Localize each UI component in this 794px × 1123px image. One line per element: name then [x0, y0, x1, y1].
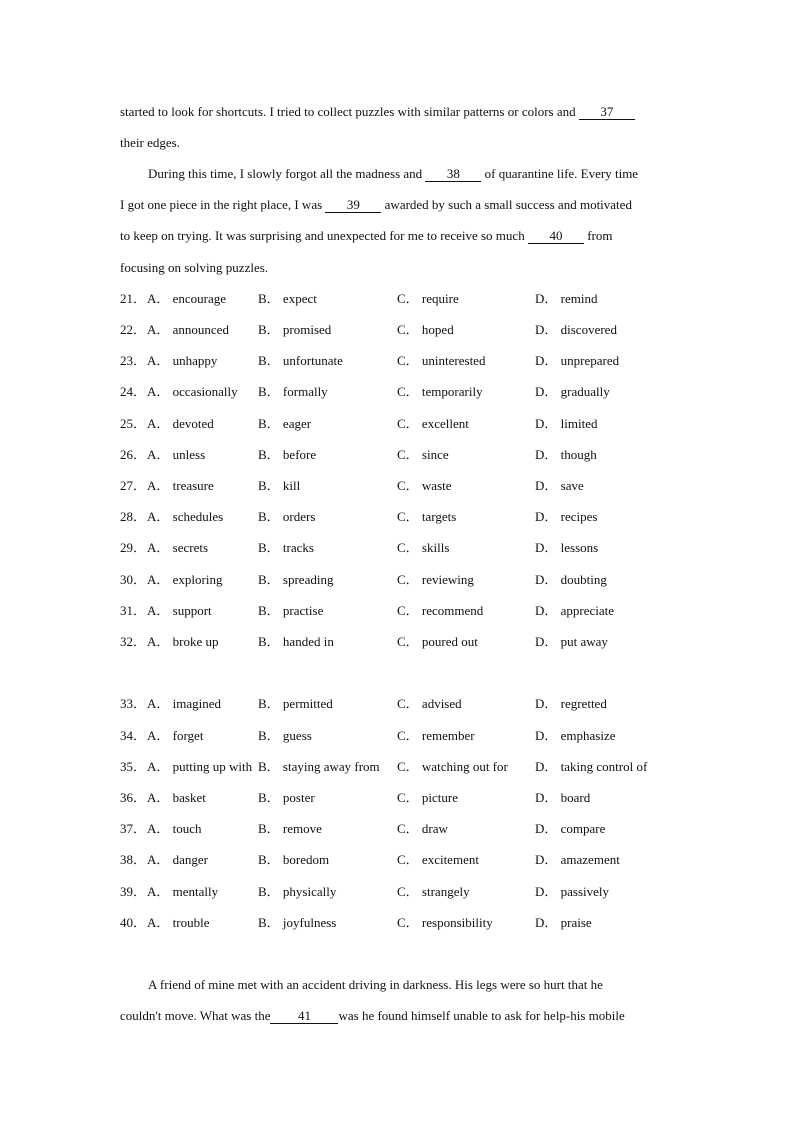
option-a: A． imagined: [147, 696, 222, 711]
question-number: 25．: [120, 416, 147, 431]
option-b: B． guess: [258, 728, 312, 743]
question-row: [120, 603, 680, 619]
question-row: [120, 572, 680, 588]
question-number: 35．: [120, 759, 147, 774]
option-a: A． touch: [147, 821, 202, 836]
option-a: A． occasionally: [147, 384, 238, 399]
question-number: 36．: [120, 790, 147, 805]
option-d: D． taking control of: [535, 759, 648, 774]
option-c: C． targets: [397, 509, 457, 524]
option-a: A． basket: [147, 790, 206, 805]
option-d: D． gradually: [535, 384, 610, 399]
option-b: B． spreading: [258, 572, 334, 587]
option-b: B． before: [258, 447, 317, 462]
question-row: [120, 821, 680, 837]
question-number: 28．: [120, 509, 147, 524]
passage-line: couldn't move. What was the 41 was he found himself unable to ask for help-his mobile: [120, 1008, 625, 1023]
question-number: 31．: [120, 603, 147, 618]
option-d: D． amazement: [535, 852, 620, 867]
option-b: B． formally: [258, 384, 328, 399]
question-row: [120, 447, 680, 463]
question-row: [120, 884, 680, 900]
option-d: D． though: [535, 447, 597, 462]
option-c: C． advised: [397, 696, 462, 711]
option-a: A． devoted: [147, 416, 214, 431]
option-a: A． unhappy: [147, 353, 218, 368]
question-row: [120, 696, 680, 712]
option-d: D． discovered: [535, 322, 617, 337]
option-b: B． eager: [258, 416, 312, 431]
option-a: A． danger: [147, 852, 209, 867]
option-d: D． put away: [535, 634, 608, 649]
question-row: [120, 634, 680, 650]
option-b: B． staying away from: [258, 759, 380, 774]
option-a: A． support: [147, 603, 212, 618]
question-number: 32．: [120, 634, 147, 649]
blank-37: 37: [579, 105, 635, 120]
option-a: A． unless: [147, 447, 206, 462]
passage-line: their edges.: [120, 135, 180, 150]
blank-40: 40: [528, 229, 584, 244]
option-d: D． recipes: [535, 509, 598, 524]
question-number: 33．: [120, 696, 147, 711]
option-c: C． skills: [397, 540, 450, 555]
option-a: A． putting up with: [147, 759, 253, 774]
option-c: C． picture: [397, 790, 459, 805]
blank-38: 38: [425, 167, 481, 182]
option-b: B． promised: [258, 322, 332, 337]
option-b: B． handed in: [258, 634, 334, 649]
option-d: D． praise: [535, 915, 592, 930]
option-c: C． poured out: [397, 634, 478, 649]
question-row: [120, 540, 680, 556]
option-d: D． passively: [535, 884, 610, 899]
option-d: D． limited: [535, 416, 598, 431]
question-row: [120, 478, 680, 494]
passage-line: I got one piece in the right place, I was 39 awarded by such a small success and motivated: [120, 197, 632, 212]
question-number: 39．: [120, 884, 147, 899]
option-b: B． boredom: [258, 852, 330, 867]
option-c: C． draw: [397, 821, 448, 836]
option-c: C． excellent: [397, 416, 469, 431]
question-number: 22．: [120, 322, 147, 337]
option-b: B． remove: [258, 821, 322, 836]
option-d: D． compare: [535, 821, 606, 836]
option-b: B． expect: [258, 291, 317, 306]
passage-line: During this time, I slowly forgot all the madness and 38 of quarantine life. Every time: [148, 166, 639, 181]
blank-39: 39: [325, 198, 381, 213]
question-number: 29．: [120, 540, 147, 555]
option-a: A． treasure: [147, 478, 214, 493]
option-c: C． responsibility: [397, 915, 493, 930]
option-d: D． board: [535, 790, 591, 805]
option-a: A． exploring: [147, 572, 223, 587]
question-number: 27．: [120, 478, 147, 493]
option-c: C． temporarily: [397, 384, 483, 399]
passage-line: focusing on solving puzzles.: [120, 260, 269, 275]
question-number: 38．: [120, 852, 147, 867]
question-number: 34．: [120, 728, 147, 743]
option-b: B． joyfulness: [258, 915, 337, 930]
option-c: C． hoped: [397, 322, 454, 337]
question-row: [120, 915, 680, 931]
option-d: D． remind: [535, 291, 598, 306]
question-row: [120, 322, 680, 338]
option-b: B． kill: [258, 478, 301, 493]
option-a: A． announced: [147, 322, 229, 337]
option-d: D． doubting: [535, 572, 607, 587]
passage-line: A friend of mine met with an accident driving in darkness. His legs were so hurt that he: [148, 977, 603, 992]
option-c: C． waste: [397, 478, 452, 493]
option-b: B． permitted: [258, 696, 333, 711]
option-d: D． save: [535, 478, 584, 493]
option-b: B． tracks: [258, 540, 314, 555]
option-a: A． mentally: [147, 884, 219, 899]
question-number: 40．: [120, 915, 147, 930]
option-b: B． unfortunate: [258, 353, 343, 368]
option-a: A． schedules: [147, 509, 224, 524]
option-b: B． orders: [258, 509, 316, 524]
question-number: 23．: [120, 353, 147, 368]
blank-41: 41: [270, 1009, 338, 1024]
option-c: C． uninterested: [397, 353, 486, 368]
question-row: [120, 291, 680, 307]
question-row: [120, 852, 680, 868]
option-a: A． broke up: [147, 634, 219, 649]
question-number: 24．: [120, 384, 147, 399]
question-row: [120, 509, 680, 525]
question-row: [120, 728, 680, 744]
question-row: [120, 759, 680, 775]
option-c: C． excitement: [397, 852, 479, 867]
option-c: C． reviewing: [397, 572, 474, 587]
question-number: 37．: [120, 821, 147, 836]
option-a: A． encourage: [147, 291, 227, 306]
option-a: A． trouble: [147, 915, 210, 930]
option-b: B． poster: [258, 790, 315, 805]
option-c: C． watching out for: [397, 759, 508, 774]
question-row: [120, 384, 680, 400]
option-b: B． physically: [258, 884, 337, 899]
option-d: D． lessons: [535, 540, 599, 555]
option-c: C． strangely: [397, 884, 470, 899]
option-c: C． recommend: [397, 603, 484, 618]
option-c: C． require: [397, 291, 459, 306]
option-d: D． unprepared: [535, 353, 620, 368]
question-number: 21．: [120, 291, 147, 306]
option-c: C． remember: [397, 728, 475, 743]
option-c: C． since: [397, 447, 449, 462]
option-d: D． emphasize: [535, 728, 616, 743]
passage-line: to keep on trying. It was surprising and unexpected for me to receive so much 40 from: [120, 228, 613, 243]
option-a: A． forget: [147, 728, 204, 743]
question-row: [120, 353, 680, 369]
question-row: [120, 416, 680, 432]
option-a: A． secrets: [147, 540, 209, 555]
question-row: [120, 790, 680, 806]
question-number: 26．: [120, 447, 147, 462]
option-d: D． regretted: [535, 696, 607, 711]
option-b: B． practise: [258, 603, 324, 618]
passage-line: started to look for shortcuts. I tried to collect puzzles with similar patterns or colors and 37: [120, 104, 635, 120]
question-number: 30．: [120, 572, 147, 587]
option-d: D． appreciate: [535, 603, 615, 618]
